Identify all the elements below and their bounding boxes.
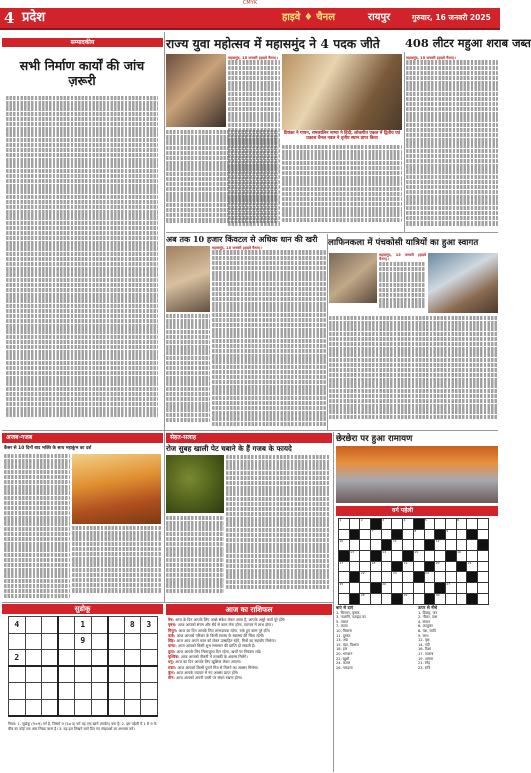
sudoku-cell[interactable] xyxy=(141,683,158,700)
sudoku-cell[interactable] xyxy=(91,617,108,634)
sign-name: मिथुन: xyxy=(168,627,178,633)
sudoku-cell[interactable] xyxy=(124,699,141,716)
cw-cell[interactable] xyxy=(477,572,488,583)
sudoku-cell[interactable]: 2 xyxy=(9,650,26,667)
cw-cell[interactable] xyxy=(435,519,446,530)
sudoku-cell[interactable] xyxy=(108,699,125,716)
cw-cell[interactable] xyxy=(424,529,435,540)
across-clue: 7. उपाय xyxy=(336,624,348,629)
oddity-label: अजब-गजब xyxy=(2,433,163,443)
cw-cell[interactable] xyxy=(445,519,456,530)
editorial-headline: सभी निर्माण कार्यों की जांच ज़रूरी xyxy=(19,58,145,88)
sudoku-cell[interactable] xyxy=(42,633,59,650)
kumbh-headline: कैंसर से 10 दिनों बाद भक्ति के साथ महाकुंभ का दर्श xyxy=(4,446,92,451)
page-number: 4 xyxy=(4,9,15,27)
section-rule xyxy=(166,232,498,233)
cw-block xyxy=(477,540,488,551)
cw-cell[interactable] xyxy=(456,529,467,540)
cw-block xyxy=(381,540,392,551)
sudoku-cell[interactable] xyxy=(42,683,59,700)
sudoku-cell[interactable]: 8 xyxy=(124,617,141,634)
cw-cell[interactable]: 13 xyxy=(349,551,360,562)
sudoku-cell[interactable] xyxy=(42,617,59,634)
sign-text: आज का दिन आपके लिए खुशियां लेकर आएगा। xyxy=(175,659,242,665)
cw-cell[interactable] xyxy=(371,572,382,583)
across-clue: 13. अन्न xyxy=(336,638,348,643)
column-divider xyxy=(404,52,405,232)
cw-block xyxy=(392,593,403,604)
sudoku-cell[interactable] xyxy=(42,666,59,683)
sudoku-cell[interactable] xyxy=(25,633,42,650)
cw-block xyxy=(456,561,467,572)
health-story-left xyxy=(166,516,224,602)
color-registration-mark: CMYK xyxy=(242,0,258,6)
cw-cell[interactable] xyxy=(403,572,414,583)
cw-block xyxy=(392,561,403,572)
sign-text: आज के दिन आपके लिए अच्छे संकेत लेकर आया है, आपके अधूरे कार्य पूरे होंगे। xyxy=(175,617,286,622)
sudoku-cell[interactable] xyxy=(25,617,42,634)
across-clue: 18. हार xyxy=(336,647,348,652)
sign-name: वृश्चिक: xyxy=(168,653,180,659)
cw-cell[interactable] xyxy=(477,519,488,530)
main-story-tail xyxy=(282,145,402,231)
sudoku-cell[interactable] xyxy=(42,650,59,667)
cw-cell[interactable]: 26 xyxy=(381,583,392,594)
cw-cell[interactable] xyxy=(360,540,371,551)
cw-cell[interactable] xyxy=(456,583,467,594)
cw-block xyxy=(349,529,360,540)
cw-cell[interactable] xyxy=(339,593,350,604)
cw-cell[interactable] xyxy=(477,551,488,562)
sudoku-cell[interactable] xyxy=(25,666,42,683)
cw-cell[interactable] xyxy=(339,572,350,583)
down-clues xyxy=(418,606,496,670)
sign-text: आज आपको अपनी वाणी पर संयम रखना होगा। xyxy=(176,675,243,681)
health-headline: रोज सुबह खाली पेट चबाने के हैं गजब के फायदे xyxy=(166,444,292,453)
column-divider xyxy=(327,234,328,430)
sign-name: मेष: xyxy=(168,617,174,622)
sudoku-cell[interactable] xyxy=(58,699,75,716)
sudoku-cell[interactable] xyxy=(75,683,92,700)
cw-cell[interactable] xyxy=(381,561,392,572)
photo-caption: प्रियंका ने गायन, रामकालिन नाम्या ने हिंदी, लोकगीत एकल में द्वितीय एवं प्रकाश चैनल नवल ने तृतीय स्थान प्राप्त किया xyxy=(283,131,401,142)
cw-block xyxy=(371,551,382,562)
rice-dateline: महासमुंद, 15 जनवरी (हाइवे चैनल)। xyxy=(212,246,262,250)
cw-cell[interactable] xyxy=(456,593,467,604)
cw-cell[interactable] xyxy=(349,519,360,530)
masthead xyxy=(0,8,500,28)
liquor-headline: 408 लीटर महुआ शराब जब्त xyxy=(405,36,531,50)
cw-cell[interactable] xyxy=(456,572,467,583)
sudoku-cell[interactable] xyxy=(124,650,141,667)
cw-cell[interactable]: 20 xyxy=(435,561,446,572)
cw-cell[interactable]: 2 xyxy=(360,519,371,530)
rice-procurement-photo xyxy=(166,246,210,312)
sudoku-cell[interactable] xyxy=(91,683,108,700)
cw-cell[interactable] xyxy=(392,551,403,562)
sudoku-cell[interactable] xyxy=(124,633,141,650)
cw-cell[interactable] xyxy=(349,540,360,551)
down-clue: 1. विवाह, जन xyxy=(418,610,438,615)
cw-cell[interactable] xyxy=(477,529,488,540)
sudoku-cell[interactable] xyxy=(58,650,75,667)
down-clue: 2. नौकर, दास xyxy=(418,615,438,620)
cw-cell[interactable] xyxy=(381,572,392,583)
sudoku-cell[interactable] xyxy=(141,633,158,650)
cw-block xyxy=(467,593,478,604)
sign-text: आज आपको किसी शुभ समाचार की प्राप्ति हो सकती है। xyxy=(177,643,256,649)
sign-name: कर्क: xyxy=(168,632,176,638)
masthead-rule xyxy=(0,28,500,30)
editorial-label: सम्पादकीय xyxy=(2,38,163,47)
cw-block xyxy=(349,572,360,583)
sudoku-cell[interactable] xyxy=(25,699,42,716)
award-photo xyxy=(166,54,226,127)
cw-cell[interactable] xyxy=(381,593,392,604)
cw-block xyxy=(371,583,382,594)
cw-cell[interactable] xyxy=(371,593,382,604)
pilgrims-photo xyxy=(329,253,377,303)
sudoku-cell[interactable] xyxy=(25,650,42,667)
cw-block xyxy=(424,593,435,604)
ramayan-event-photo xyxy=(336,446,498,503)
sudoku-cell[interactable] xyxy=(75,650,92,667)
cw-cell[interactable] xyxy=(413,540,424,551)
health-story-body xyxy=(226,455,330,602)
cw-cell[interactable] xyxy=(403,540,414,551)
crossword-grid[interactable] xyxy=(338,518,489,605)
cw-cell[interactable] xyxy=(360,561,371,572)
cw-cell[interactable]: 21 xyxy=(467,561,478,572)
sudoku-cell[interactable]: 4 xyxy=(9,617,26,634)
bay-leaves-photo xyxy=(166,455,224,513)
cw-cell[interactable] xyxy=(403,529,414,540)
horoscope-item xyxy=(168,676,330,681)
sign-text: आज आपको परिवार के किसी सदस्य के स्वास्थ्य की चिंता रहेगी। xyxy=(176,632,265,638)
kumbh-saint-photo xyxy=(72,454,161,524)
cw-cell[interactable] xyxy=(467,583,478,594)
edition-date: गुरुवार, 16 जनवरी 2025 xyxy=(412,13,491,22)
cw-cell[interactable] xyxy=(349,561,360,572)
sudoku-cell[interactable] xyxy=(25,683,42,700)
sudoku-cell[interactable]: 9 xyxy=(75,633,92,650)
sign-name: मकर: xyxy=(168,664,177,670)
sign-name: कुंभ: xyxy=(168,669,176,675)
down-clue: 19. आराम xyxy=(418,656,434,661)
sudoku-cell[interactable] xyxy=(58,683,75,700)
sudoku-cell[interactable] xyxy=(108,650,125,667)
cw-cell[interactable] xyxy=(477,593,488,604)
sudoku-cell[interactable] xyxy=(91,666,108,683)
down-clue: 4. संतान xyxy=(418,619,430,624)
main-story-continued xyxy=(166,130,278,230)
section-rule xyxy=(2,430,498,431)
cw-cell[interactable] xyxy=(445,593,456,604)
welcome-dateline: महासमुंद, 15 जनवरी (हाइवे चैनल)। xyxy=(379,253,426,262)
down-clue: 12. वृक्ष xyxy=(418,638,430,643)
down-clue: 23. रात्रि xyxy=(418,665,431,670)
sudoku-cell[interactable] xyxy=(75,666,92,683)
column-divider xyxy=(333,432,334,772)
cw-cell[interactable] xyxy=(392,583,403,594)
sudoku-cell[interactable] xyxy=(108,666,125,683)
cw-cell[interactable]: 19 xyxy=(403,561,414,572)
cw-cell[interactable]: 14 xyxy=(381,551,392,562)
cw-cell[interactable] xyxy=(413,561,424,572)
across-clue: 10. मिलाना xyxy=(336,628,353,633)
sudoku-grid[interactable] xyxy=(8,616,158,717)
sudoku-cell[interactable] xyxy=(141,699,158,716)
cw-block xyxy=(349,593,360,604)
kumbh-story-continued xyxy=(72,526,161,602)
across-title: बाएं से दाएं xyxy=(336,605,354,610)
sudoku-cell[interactable] xyxy=(91,699,108,716)
cw-cell[interactable] xyxy=(381,529,392,540)
across-clue: 20. भगवान xyxy=(336,651,353,656)
across-clue: 5. ताकत xyxy=(336,619,349,624)
cw-cell[interactable]: 25 xyxy=(339,583,350,594)
sudoku-cell[interactable] xyxy=(58,617,75,634)
cw-cell[interactable]: 27 xyxy=(445,583,456,594)
across-clue: 22. ख़ुशी xyxy=(336,656,350,661)
across-clue: 11. दुरुस्त xyxy=(336,633,351,638)
cw-cell[interactable]: 30 xyxy=(435,593,446,604)
column-divider xyxy=(164,32,165,602)
cw-cell[interactable] xyxy=(371,540,382,551)
sign-text: आज का दिन आपके लिए लाभदायक रहेगा, रुके हुए काम पूरे होंगे। xyxy=(178,627,271,633)
sign-text: आज आप अपने काम को लेकर उत्साहित रहेंगे, मित्रों का सहयोग मिलेगा। xyxy=(176,638,276,644)
cw-cell[interactable] xyxy=(467,551,478,562)
sign-name: तुला: xyxy=(168,648,176,654)
across-clue: 3. नवरात्रि, पतझड़ का xyxy=(336,615,366,620)
sudoku-cell[interactable] xyxy=(91,633,108,650)
down-title: ऊपर से नीचे xyxy=(418,605,438,610)
down-clue: 8. वंश, जाति xyxy=(418,628,436,633)
cw-cell[interactable]: 17 xyxy=(339,561,350,572)
cw-block xyxy=(424,561,435,572)
crossword-clues xyxy=(336,606,498,771)
sign-text: आज आपके लिए मिलाजुला दिन रहेगा, खर्चों पर नियंत्रण रखें। xyxy=(176,648,262,654)
sudoku-cell[interactable] xyxy=(42,699,59,716)
welcome-headline: लाफिनकला में पंचकोसी यात्रियों का हुआ स्वागत xyxy=(328,238,479,248)
cw-cell[interactable] xyxy=(435,551,446,562)
cw-cell[interactable]: 23 xyxy=(392,572,403,583)
sudoku-cell[interactable]: 1 xyxy=(75,617,92,634)
sudoku-rules: नियम: 1. सुडोकू (9×9) वर्ग है, जिसमें 9 (3×3) वर्ग यह एक खाने (मार्बल) बना है। 2. इस पहेली में 1 से 9 के बीच का कोई एक अंक लिखा जाना है। 3. यह हल लिखने वाले दिए गए संख्याओं का अभ्यास करें। xyxy=(8,722,157,731)
cw-cell[interactable]: 1 xyxy=(339,519,350,530)
cw-cell[interactable]: 22 xyxy=(360,572,371,583)
sudoku-cell[interactable] xyxy=(9,683,26,700)
cw-cell[interactable] xyxy=(477,561,488,572)
down-clue: 6. उपयुक्त xyxy=(418,624,433,629)
cw-cell[interactable]: 29 xyxy=(403,593,414,604)
sudoku-cell[interactable] xyxy=(124,683,141,700)
cw-cell[interactable] xyxy=(403,583,414,594)
cw-cell[interactable]: 15 xyxy=(413,551,424,562)
cw-cell[interactable] xyxy=(392,519,403,530)
sign-name: धनु: xyxy=(168,659,174,665)
cw-cell[interactable] xyxy=(467,519,478,530)
sign-name: वृषभ: xyxy=(168,622,177,628)
winners-group-photo xyxy=(282,54,402,130)
cw-cell[interactable]: 5 xyxy=(424,519,435,530)
sudoku-cell[interactable] xyxy=(108,683,125,700)
cw-cell[interactable] xyxy=(477,583,488,594)
cw-block xyxy=(371,519,382,530)
cw-block xyxy=(445,551,456,562)
rice-story-body xyxy=(212,246,326,428)
main-headline: राज्य युवा महोत्सव में महासमुंद ने 4 पदक जीते xyxy=(166,36,380,51)
down-clue: 16. दिशा xyxy=(418,647,432,652)
sudoku-cell[interactable] xyxy=(58,666,75,683)
cw-cell[interactable] xyxy=(467,540,478,551)
cw-block xyxy=(435,529,446,540)
sudoku-cell[interactable] xyxy=(91,650,108,667)
cw-cell[interactable] xyxy=(456,540,467,551)
sudoku-cell[interactable] xyxy=(108,617,125,634)
cw-cell[interactable]: 10 xyxy=(339,540,350,551)
cw-cell[interactable]: 9 xyxy=(445,529,456,540)
cw-cell[interactable]: 28 xyxy=(360,593,371,604)
sudoku-cell[interactable] xyxy=(9,699,26,716)
sign-text: आज आपको किसी पुराने मित्र से मिलने का अवसर मिलेगा। xyxy=(177,664,259,670)
cw-cell[interactable] xyxy=(424,583,435,594)
sudoku-cell[interactable] xyxy=(124,666,141,683)
cw-cell[interactable]: 11 xyxy=(392,540,403,551)
cw-block xyxy=(339,551,350,562)
across-clue: 15. बड़ा, विशाल xyxy=(336,642,359,647)
sudoku-cell[interactable] xyxy=(141,650,158,667)
sudoku-cell[interactable]: 3 xyxy=(141,617,158,634)
cw-cell[interactable]: 16 xyxy=(456,551,467,562)
section-rule xyxy=(2,602,333,603)
newspaper-brand: हाइवे ♦ चैनल xyxy=(282,12,335,23)
sign-text: आज आपके व्यापार में नए अवसर प्राप्त होंगे। xyxy=(176,669,239,675)
sign-text: आज आपको संयम और धैर्य से काम लेना होगा, व्यापार में लाभ होगा। xyxy=(177,622,273,628)
liquor-story-body xyxy=(406,56,498,232)
cw-block xyxy=(413,572,424,583)
editorial-body xyxy=(6,96,158,430)
sudoku-cell[interactable] xyxy=(9,633,26,650)
down-clue: 17. तालाब xyxy=(418,651,434,656)
horoscope-list xyxy=(168,618,330,770)
crossword-label: वर्ग पहेली xyxy=(336,506,498,516)
cw-block xyxy=(467,529,478,540)
cw-cell[interactable] xyxy=(339,529,350,540)
welcome-procession-photo xyxy=(428,253,498,313)
down-clue: 21. स्नेह xyxy=(418,661,431,666)
cw-cell[interactable]: 3 xyxy=(381,519,392,530)
rice-story-left xyxy=(166,314,210,428)
horoscope-label: आज का राशिफल xyxy=(166,604,332,615)
cw-cell[interactable]: 18 xyxy=(371,561,382,572)
sign-name: मीन: xyxy=(168,675,175,681)
sudoku-cell[interactable] xyxy=(108,633,125,650)
cw-cell[interactable] xyxy=(349,583,360,594)
down-clue: 14. नदी xyxy=(418,642,430,647)
sudoku-cell[interactable] xyxy=(9,666,26,683)
ramayan-headline: छेरछेरा पर हुआ रामायण xyxy=(336,434,413,444)
sudoku-cell[interactable] xyxy=(141,666,158,683)
cw-cell[interactable] xyxy=(445,572,456,583)
cw-block xyxy=(403,551,414,562)
kumbh-story-body xyxy=(4,454,70,602)
liquor-dateline: महासमुंद, 15 जनवरी (हाइवे चैनल)। xyxy=(406,56,456,60)
across-clue: 1. किसान, कृषक xyxy=(336,610,360,615)
section-title: प्रदेश xyxy=(22,10,46,25)
cw-block xyxy=(413,519,424,530)
welcome-story-lead xyxy=(379,253,426,313)
across-clue: 26. पकड़ना xyxy=(336,665,353,670)
welcome-story-body xyxy=(329,316,498,429)
sudoku-cell[interactable] xyxy=(75,699,92,716)
cw-cell[interactable] xyxy=(360,529,371,540)
across-clues xyxy=(336,606,414,670)
cw-block xyxy=(392,529,403,540)
sudoku-cell[interactable] xyxy=(58,633,75,650)
across-clue: 24. कमल xyxy=(336,661,351,666)
down-clue: 9. लाभ xyxy=(418,633,429,638)
cw-cell[interactable]: 6 xyxy=(456,519,467,530)
sign-text: आज आपको नौकरी में तरक्की के अवसर मिलेंगे। xyxy=(180,653,248,659)
cw-cell[interactable] xyxy=(445,561,456,572)
cw-cell[interactable] xyxy=(360,583,371,594)
cw-cell[interactable]: 12 xyxy=(435,540,446,551)
cw-cell[interactable]: 7 xyxy=(371,529,382,540)
cw-cell[interactable] xyxy=(445,540,456,551)
sign-name: कन्या: xyxy=(168,643,177,649)
cw-cell[interactable] xyxy=(360,551,371,562)
cw-cell[interactable] xyxy=(413,593,424,604)
cw-block xyxy=(424,540,435,551)
cw-cell[interactable]: 4 xyxy=(403,519,414,530)
rice-headline: अब तक 10 हजार किंवटल से अधिक धान की खरी xyxy=(166,234,318,244)
sign-name: सिंह: xyxy=(168,638,176,644)
cw-cell[interactable]: 24 xyxy=(424,572,435,583)
cw-block xyxy=(467,572,478,583)
edition-city: रायपुर xyxy=(368,12,391,23)
cw-cell[interactable] xyxy=(413,583,424,594)
sudoku-label: सुडोकू xyxy=(2,604,163,614)
cw-cell[interactable] xyxy=(435,572,446,583)
cw-cell[interactable] xyxy=(424,551,435,562)
main-dateline: महासमुंद, 15 जनवरी (हाइवे चैनल)। xyxy=(228,56,278,60)
health-label: सेहत-सलाह xyxy=(166,433,332,443)
cw-block xyxy=(435,583,446,594)
cw-cell[interactable]: 8 xyxy=(413,529,424,540)
